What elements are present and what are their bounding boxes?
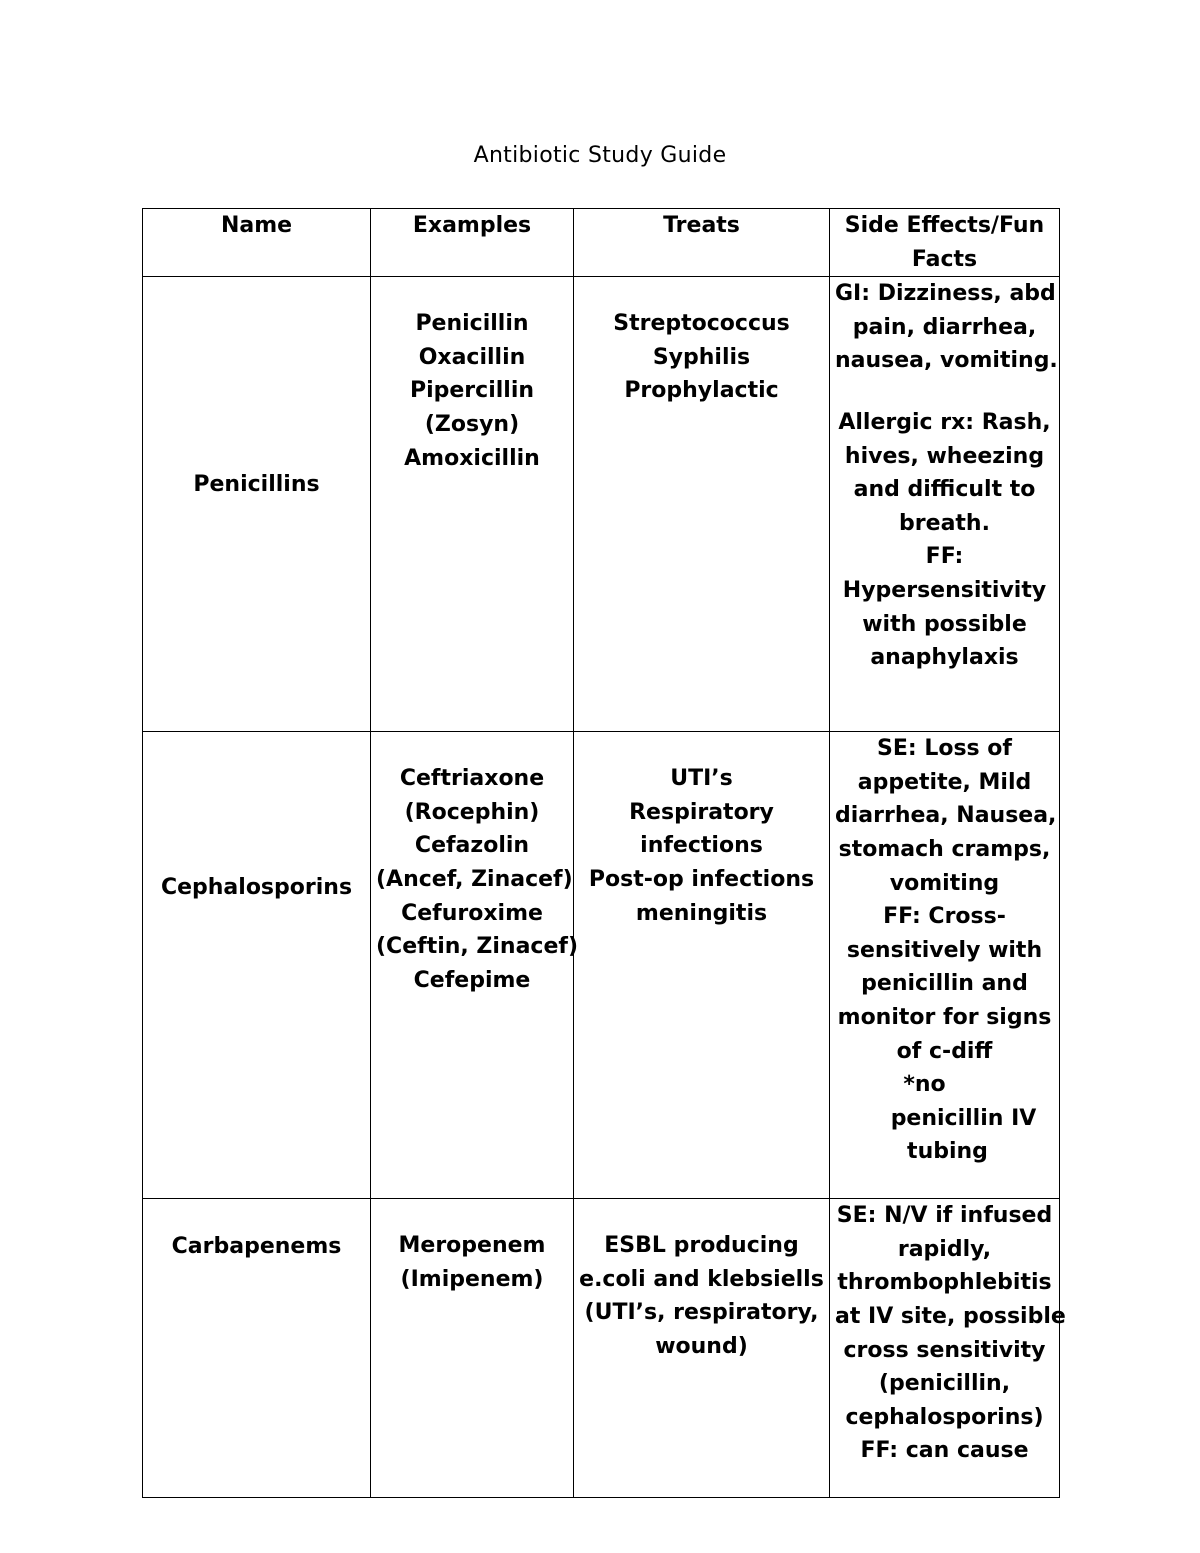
treats-cell: Streptococcus Syphilis Prophylactic [574,277,830,732]
header-treats: Treats [574,209,830,277]
table-header-row [143,209,1060,277]
drug-class-name: Carbapenems [143,1199,371,1498]
table-row [143,732,1060,1199]
examples-cell: Meropenem (Imipenem) [371,1199,574,1498]
examples-cell: Ceftriaxone (Rocephin) Cefazolin (Ancef, Zinacef) Cefuroxime (Ceftin, Zinacef) Cefepime [371,732,574,1199]
side-effects-cell: SE: N/V if infused rapidly, thrombophlebitis at IV site, possible cross sensitivity (penicillin, cephalosporins) FF: can cause [830,1199,1060,1498]
drug-class-name: Penicillins [143,277,371,732]
side-effects-cell: GI: Dizziness, abd pain, diarrhea, nausea, vomiting. Allergic rx: Rash, hives, wheezing and difficult to breath. FF: Hypersensitivity with possible anaphylaxis [830,277,1060,732]
side-effects-cell: SE: Loss of appetite, Mild diarrhea, Nausea, stomach cramps, vomiting FF: Cross- sensitively with penicillin and monitor for signs of c-diff *no penicillin IV tubing [830,732,1060,1199]
header-name: Name [143,209,371,277]
page-title: Antibiotic Study Guide [473,143,727,168]
table-row [143,277,1060,732]
examples-cell: Penicillin Oxacillin Pipercillin (Zosyn) Amoxicillin [371,277,574,732]
drug-class-name: Cephalosporins [143,732,371,1199]
header-side-effects: Side Effects/Fun Facts [830,209,1060,277]
treats-cell: UTI’s Respiratory infections Post-op infections meningitis [574,732,830,1199]
antibiotic-table [142,208,1066,1498]
table-row [143,1199,1060,1498]
treats-cell: ESBL producing e.coli and klebsiells (UTI’s, respiratory, wound) [574,1199,830,1498]
header-examples: Examples [371,209,574,277]
